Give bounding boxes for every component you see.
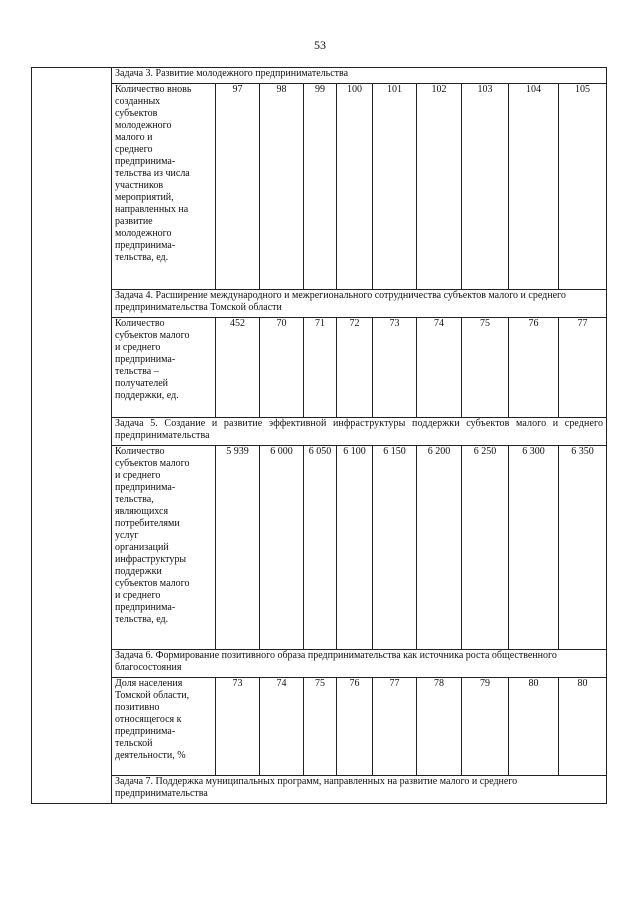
task-3-value: 99 — [304, 84, 337, 290]
task-4-value: 73 — [373, 318, 417, 418]
task-6-value: 77 — [373, 678, 417, 776]
task-6-value: 76 — [337, 678, 373, 776]
task-5-value: 6 100 — [337, 446, 373, 650]
task-6-indicator: Доля населения Томской области, позитивно относящегося к предпринима- тельской деятельности, % — [112, 678, 216, 776]
task-6-value: 80 — [509, 678, 559, 776]
task-6-heading: Задача 6. Формирование позитивного образа предпринимательства как источника роста общественного благосостояния — [112, 650, 607, 678]
task-6-value: 79 — [462, 678, 509, 776]
task-5-value: 6 000 — [260, 446, 304, 650]
left-margin-column — [32, 68, 112, 804]
task-3-heading: Задача 3. Развитие молодежного предпринимательства — [112, 68, 607, 84]
task-3-value: 97 — [216, 84, 260, 290]
task-6-value: 74 — [260, 678, 304, 776]
task-5-indicator: Количество субъектов малого и среднего предпринима- тельства, являющихся потребителями услуг организаций инфраструктуры поддержки субъектов малого и среднего предпринима- тельства, ед. — [112, 446, 216, 650]
task-3-value: 104 — [509, 84, 559, 290]
task-4-indicator: Количество субъектов малого и среднего предпринима- тельства – получателей поддержки, ед. — [112, 318, 216, 418]
task-4-value: 76 — [509, 318, 559, 418]
task-3-value: 103 — [462, 84, 509, 290]
task-5-value: 6 150 — [373, 446, 417, 650]
task-6-value: 78 — [417, 678, 462, 776]
task-5-value: 6 350 — [559, 446, 607, 650]
task-4-value: 72 — [337, 318, 373, 418]
indicators-table — [31, 67, 607, 804]
task-4-heading: Задача 4. Расширение международного и межрегионального сотрудничества субъектов малого и среднего предпринимательства Томской области — [112, 290, 607, 318]
page-number: 53 — [314, 38, 326, 52]
task-5-value: 6 200 — [417, 446, 462, 650]
task-4-value: 71 — [304, 318, 337, 418]
task-7-heading: Задача 7. Поддержка муниципальных программ, направленных на развитие малого и среднего предпринимательства — [112, 776, 607, 804]
task-3-value: 102 — [417, 84, 462, 290]
task-5-value: 6 300 — [509, 446, 559, 650]
task-5-value: 6 250 — [462, 446, 509, 650]
task-5-value: 5 939 — [216, 446, 260, 650]
task-3-indicator: Количество вновь созданных субъектов молодежного малого и среднего предпринима- тельства из числа участников мероприятий, направленных на развитие молодежного предпринима- тельства, ед. — [112, 84, 216, 290]
task-3-value: 98 — [260, 84, 304, 290]
task-4-value: 77 — [559, 318, 607, 418]
task-5-value: 6 050 — [304, 446, 337, 650]
task-5-heading: Задача 5. Создание и развитие эффективной инфраструктуры поддержки субъектов малого и среднего предпринимательства — [112, 418, 607, 446]
task-6-value: 73 — [216, 678, 260, 776]
task-3-value: 105 — [559, 84, 607, 290]
task-4-value: 452 — [216, 318, 260, 418]
task-6-value: 75 — [304, 678, 337, 776]
task-4-value: 74 — [417, 318, 462, 418]
task-3-value: 100 — [337, 84, 373, 290]
task-4-value: 75 — [462, 318, 509, 418]
task-3-value: 101 — [373, 84, 417, 290]
task-6-value: 80 — [559, 678, 607, 776]
task-4-value: 70 — [260, 318, 304, 418]
